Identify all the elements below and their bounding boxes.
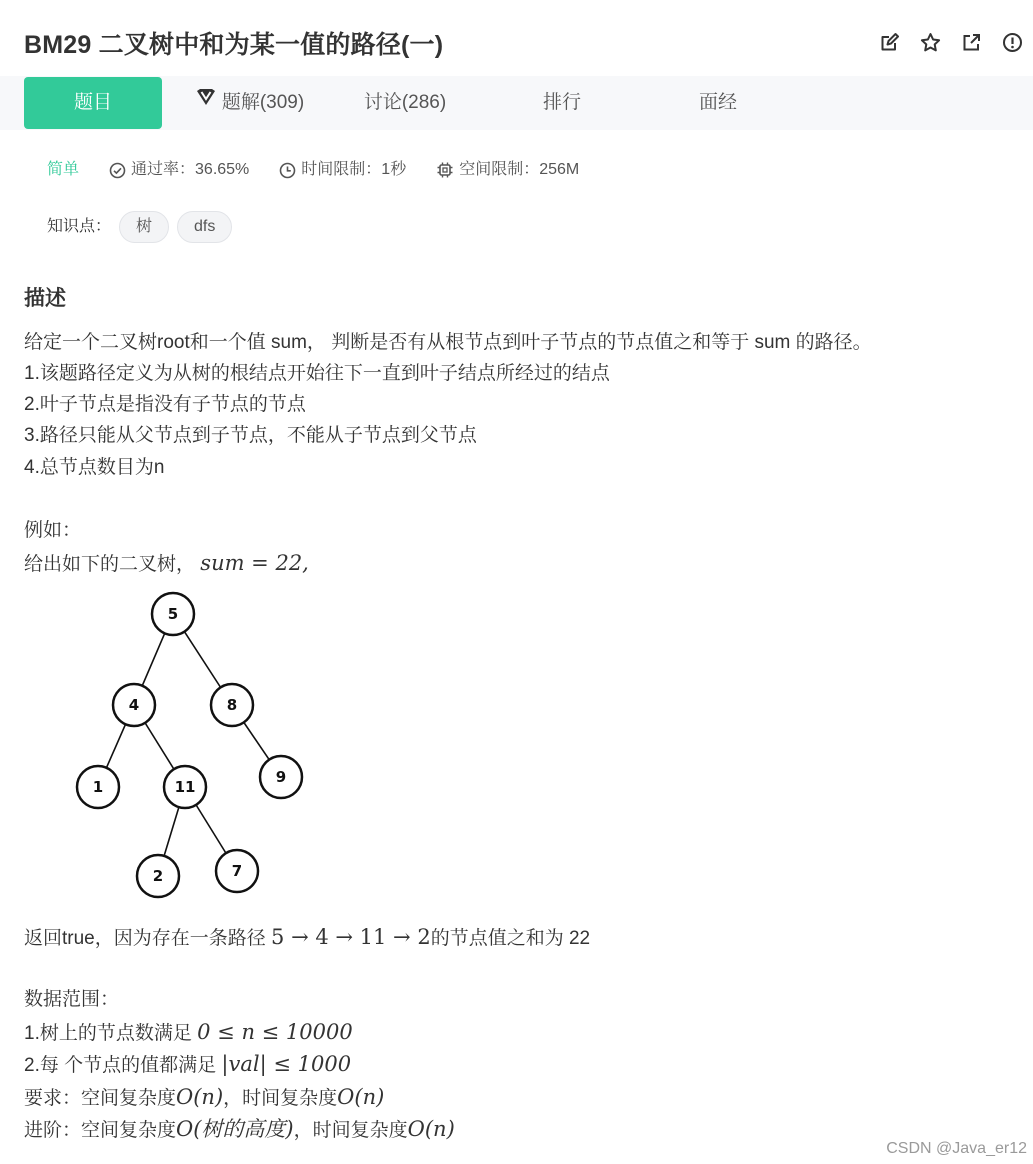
- time-limit: [279, 156, 406, 184]
- watermark: CSDN @Java_er12: [886, 1140, 1027, 1157]
- edit-icon[interactable]: [879, 32, 900, 53]
- chip-icon: [436, 161, 454, 179]
- tab-ranking[interactable]: [510, 77, 614, 129]
- example-label: 例如：: [24, 520, 82, 541]
- problem-title: BM29 二叉树中和为某一值的路径(一): [24, 31, 444, 59]
- tree-node: [211, 684, 253, 726]
- range-label: 数据范围：: [24, 989, 120, 1010]
- svg-text:5: 5: [167, 605, 179, 623]
- title-actions: [879, 32, 1023, 53]
- difficulty-badge: 简单: [47, 161, 80, 178]
- range-2-text: 2.每 个节点的值都满足: [24, 1055, 217, 1076]
- example-math: sum = 22,: [200, 551, 309, 575]
- svg-text:11: 11: [174, 778, 196, 796]
- example-line: [24, 548, 309, 580]
- space-limit: [436, 156, 579, 184]
- adv-b: ，时间复杂度: [293, 1120, 408, 1141]
- requirement: [24, 1082, 384, 1114]
- rule-1: 1.该题路径定义为从树的根结点开始往下一直到叶子结点所经过的结点: [24, 363, 610, 384]
- tab-label: 题解(309): [221, 92, 305, 113]
- svg-text:9: 9: [275, 768, 287, 786]
- meta-row: [47, 156, 609, 184]
- tree-node: [77, 766, 119, 808]
- tab-solutions[interactable]: [180, 77, 320, 129]
- tabs-bar: [0, 76, 1033, 130]
- svg-text:2: 2: [152, 867, 164, 885]
- tab-label: 排行: [542, 92, 581, 113]
- tree-node: [137, 855, 179, 897]
- result-text: 返回true，因为存在一条路径: [24, 928, 266, 949]
- tab-label: 面经: [698, 92, 737, 113]
- description-intro: [24, 328, 872, 358]
- range-2: [24, 1049, 351, 1081]
- tab-interview[interactable]: [666, 77, 770, 129]
- result-line: [24, 922, 590, 954]
- knowledge-label: 知识点：: [47, 218, 112, 235]
- tree-node: [152, 593, 194, 635]
- adv-a-math: O(树的高度): [176, 1117, 294, 1141]
- vip-v-icon: [196, 75, 216, 127]
- rule-3: 3.路径只能从父节点到子节点，不能从子节点到父节点: [24, 425, 477, 446]
- tag-dfs[interactable]: dfs: [177, 211, 232, 243]
- svg-text:1: 1: [92, 778, 104, 796]
- range-1-text: 1.树上的节点数满足: [24, 1023, 192, 1044]
- rule-4: 4.总节点数目为n: [24, 457, 165, 478]
- advanced: [24, 1114, 455, 1146]
- star-icon[interactable]: [920, 32, 941, 53]
- intro-text: 给定一个二叉树root和一个值 sum， 判断是否有从根节点到叶子节点的节点值之和等于 sum 的路径。: [24, 332, 872, 353]
- binary-tree-diagram: [70, 588, 310, 908]
- space-limit-text: 空间限制：256M: [459, 161, 580, 178]
- knowledge-tags: [47, 211, 232, 243]
- description-heading: 描述: [24, 287, 66, 310]
- example-text: 给出如下的二叉树，: [24, 554, 196, 575]
- title-row: [24, 28, 1023, 64]
- result-path: 5 → 4 → 11 → 2: [271, 925, 431, 949]
- tree-node: [216, 850, 258, 892]
- tree-node: [260, 756, 302, 798]
- report-icon[interactable]: [1002, 32, 1023, 53]
- tree-node: [113, 684, 155, 726]
- tab-label: 讨论(286): [363, 92, 447, 113]
- range-1: [24, 1017, 353, 1049]
- range-1-math: 0 ≤ n ≤ 10000: [197, 1020, 353, 1044]
- pass-rate-text: 通过率：36.65%: [131, 161, 250, 178]
- clock-icon: [279, 162, 296, 179]
- adv-b-math: O(n): [407, 1117, 455, 1141]
- time-limit-text: 时间限制：1秒: [301, 161, 407, 178]
- svg-text:8: 8: [226, 696, 238, 714]
- req-a-math: O(n): [176, 1085, 224, 1109]
- tag-tree[interactable]: 树: [119, 211, 169, 243]
- req-b-math: O(n): [337, 1085, 385, 1109]
- req-b: ，时间复杂度: [223, 1088, 338, 1109]
- share-icon[interactable]: [961, 32, 982, 53]
- range-2-math: |val| ≤ 1000: [221, 1052, 352, 1076]
- rule-2: 2.叶子节点是指没有子节点的节点: [24, 394, 306, 415]
- result-tail: 的节点值之和为 22: [430, 928, 591, 949]
- adv-a: 进阶：空间复杂度: [24, 1120, 177, 1141]
- pass-rate: [109, 156, 249, 184]
- tab-problem[interactable]: [24, 77, 162, 129]
- req-a: 要求：空间复杂度: [24, 1088, 177, 1109]
- tab-label: 题目: [73, 92, 112, 113]
- check-circle-icon: [109, 162, 126, 179]
- svg-text:7: 7: [231, 862, 243, 880]
- tab-discussion[interactable]: [340, 77, 470, 129]
- tree-node: [164, 766, 206, 808]
- svg-text:4: 4: [128, 696, 140, 714]
